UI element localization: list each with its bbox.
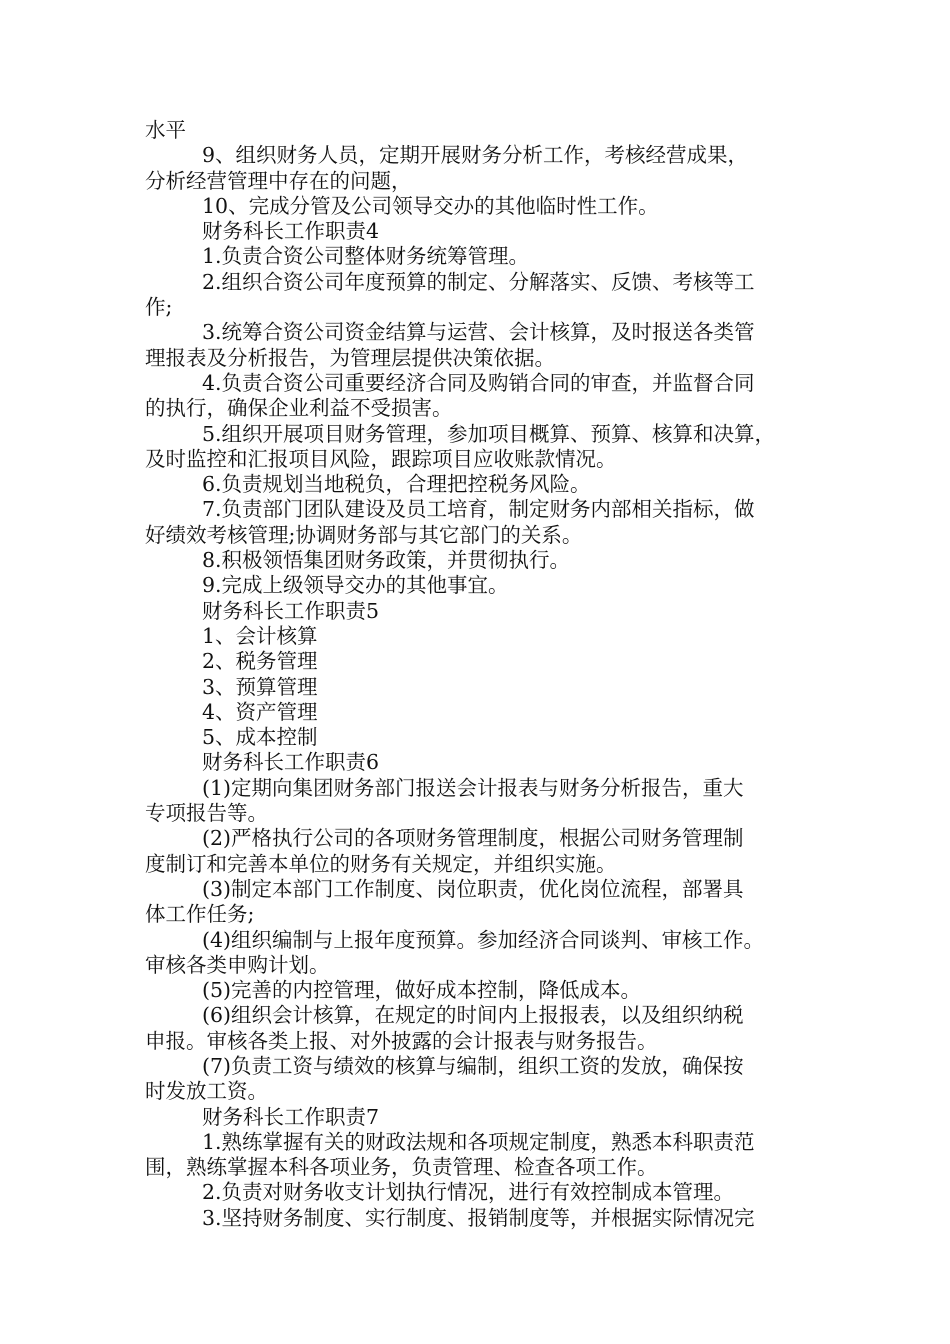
text-line: (3)制定本部门工作制度、岗位职责，优化岗位流程，部署具 bbox=[202, 876, 744, 901]
text-line: 水平 bbox=[145, 118, 186, 142]
text-line: 体工作任务; bbox=[145, 902, 255, 927]
text-line: 度制订和完善本单位的财务有关规定，并组织实施。 bbox=[145, 851, 617, 876]
text-line: 时发放工资。 bbox=[145, 1079, 268, 1104]
text-line: 申报。审核各类上报、对外披露的会计报表与财务报告。 bbox=[145, 1028, 658, 1053]
text-line: 3、预算管理 bbox=[202, 674, 318, 699]
text-line: 7.负责部门团队建设及员工培育，制定财务内部相关指标，做 bbox=[202, 497, 755, 522]
text-line: 10、完成分管及公司领导交办的其他临时性工作。 bbox=[202, 193, 659, 218]
text-line: 9、组织财务人员，定期开展财务分析工作，考核经营成果， bbox=[202, 143, 749, 168]
text-line: (2)严格执行公司的各项财务管理制度，根据公司财务管理制 bbox=[202, 826, 744, 851]
text-line: 6.负责规划当地税负，合理把控税务风险。 bbox=[202, 472, 591, 497]
text-line: 财务科长工作职责6 bbox=[202, 750, 380, 775]
document-page bbox=[145, 118, 825, 1231]
text-line: 4、资产管理 bbox=[202, 699, 318, 724]
text-line: 5、成本控制 bbox=[202, 725, 318, 750]
text-line: 理报表及分析报告，为管理层提供决策依据。 bbox=[145, 345, 555, 370]
text-line: 5.组织开展项目财务管理，参加项目概算、预算、核算和决算， bbox=[202, 421, 776, 446]
text-line: (5)完善的内控管理，做好成本控制，降低成本。 bbox=[202, 978, 642, 1003]
text-line: 财务科长工作职责7 bbox=[202, 1104, 380, 1129]
text-line: 1、会计核算 bbox=[202, 623, 318, 648]
text-line: (4)组织编制与上报年度预算。参加经济合同谈判、审核工作。 bbox=[202, 927, 765, 952]
text-line: 及时监控和汇报项目风险，跟踪项目应收账款情况。 bbox=[145, 446, 617, 471]
text-line: 1.熟练掌握有关的财政法规和各项规定制度，熟悉本科职责范 bbox=[202, 1129, 755, 1154]
text-line: 的执行，确保企业利益不受损害。 bbox=[145, 396, 453, 421]
text-line: 财务科长工作职责4 bbox=[202, 219, 380, 244]
text-line: 8.积极领悟集团财务政策，并贯彻执行。 bbox=[202, 548, 571, 573]
text-line: 作; bbox=[145, 295, 173, 320]
text-line: 专项报告等。 bbox=[145, 801, 268, 826]
text-line: 1.负责合资公司整体财务统筹管理。 bbox=[202, 244, 530, 269]
text-line: 分析经营管理中存在的问题， bbox=[145, 168, 412, 193]
text-line: (6)组织会计核算，在规定的时间内上报报表，以及组织纳税 bbox=[202, 1003, 744, 1028]
text-line: 围，熟练掌握本科各项业务，负责管理、检查各项工作。 bbox=[145, 1155, 658, 1180]
text-line: 审核各类申购计划。 bbox=[145, 952, 330, 977]
text-line: (7)负责工资与绩效的核算与编制，组织工资的发放，确保按 bbox=[202, 1053, 744, 1078]
text-line: 3.统筹合资公司资金结算与运营、会计核算，及时报送各类管 bbox=[202, 320, 755, 345]
text-line: 好绩效考核管理;协调财务部与其它部门的关系。 bbox=[145, 522, 583, 547]
text-line: 9.完成上级领导交办的其他事宜。 bbox=[202, 573, 509, 598]
text-line: 财务科长工作职责5 bbox=[202, 598, 380, 623]
text-line: (1)定期向集团财务部门报送会计报表与财务分析报告，重大 bbox=[202, 775, 744, 800]
text-line: 4.负责合资公司重要经济合同及购销合同的审查，并监督合同 bbox=[202, 370, 755, 395]
text-line: 2.组织合资公司年度预算的制定、分解落实、反馈、考核等工 bbox=[202, 269, 755, 294]
text-line: 2.负责对财务收支计划执行情况，进行有效控制成本管理。 bbox=[202, 1180, 735, 1205]
text-line: 2、税务管理 bbox=[202, 649, 318, 674]
text-line: 3.坚持财务制度、实行制度、报销制度等，并根据实际情况完 bbox=[202, 1205, 755, 1230]
